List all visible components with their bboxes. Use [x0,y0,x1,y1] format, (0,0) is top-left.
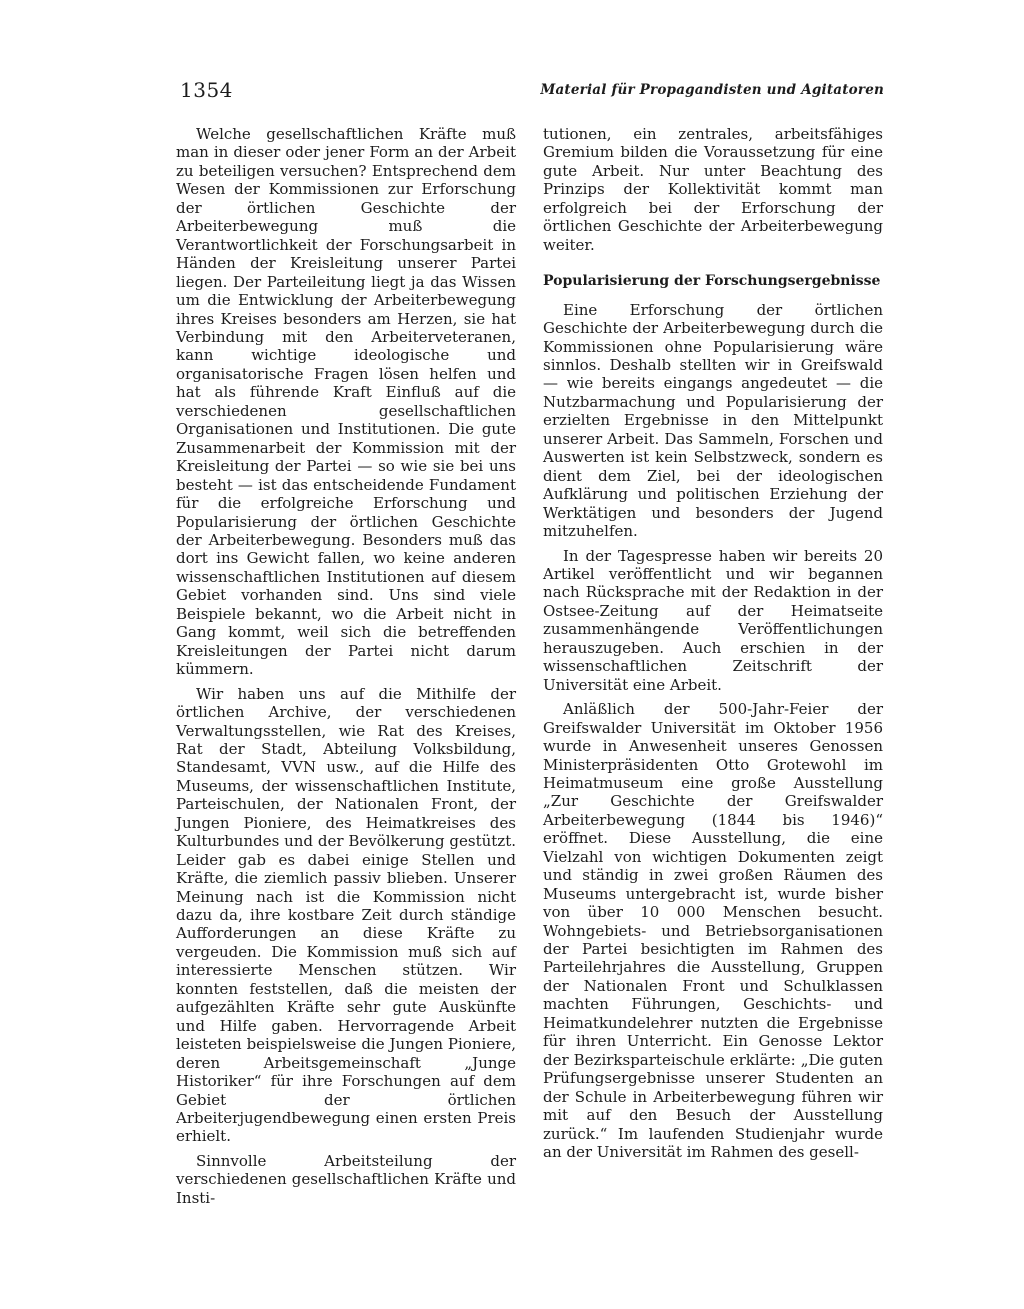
left-column [176,125,516,1213]
paragraph: In der Tagespresse haben wir bereits 20 Artikel veröffentlicht und wir begannen nach Rücksprache mit der Redaktion in der Ostsee-Zeitung auf der Heimatseite zusammenhängende Veröffentlichungen herauszugeben. Auch erschien in der wissenschaftlichen Zeitschrift der Universität eine Arbeit. [543,546,883,694]
right-column [543,125,883,1167]
page-number: 1354 [180,78,233,102]
paragraph: Anläßlich der 500-Jahr-Feier der Greifswalder Universität im Oktober 1956 wurde in Anwesenheit unseres Genossen Ministerpräsidenten Otto Grotewohl im Heimatmuseum eine große Ausstellung „Zur Geschichte der Greifswalder Arbeiterbewegung (1844 bis 1946)“ eröffnet. Diese Ausstellung, die eine Vielzahl von wichtigen Dokumenten zeigt und ständig in zwei großen Räumen des Museums untergebracht ist, wurde bisher von über 10 000 Menschen besucht. Wohngebiets- und Betriebsorganisationen der Partei besichtigten im Rahmen des Parteilehrjahres die Ausstellung, Gruppen der Nationalen Front und Schulklassen machten Führungen, Geschichts- und Heimatkundelehrer nutzten die Ergebnisse für ihren Unterricht. Ein Genosse Lektor der Bezirksparteischule erklärte: „Die guten Prüfungsergebnisse unserer Studenten an der Schule in Arbeiterbewegung führen wir mit auf den Besuch der Ausstellung zurück.“ Im laufenden Studienjahr wurde an der Universität im Rahmen des gesell- [543,700,883,1162]
paragraph: Wir haben uns auf die Mithilfe der örtlichen Archive, der verschiedenen Verwaltungsstellen, wie Rat des Kreises, Rat der Stadt, Abteilung Volksbildung, Standesamt, VVN usw., auf die Hilfe des Museums, der wissenschaftlichen Institute, Parteischulen, der Nationalen Front, der Jungen Pioniere, des Heimatkreises des Kulturbundes und der Bevölkerung gestützt. Leider gab es dabei einige Stellen und Kräfte, die ziemlich passiv blieben. Unserer Meinung nach ist die Kommission nicht dazu da, ihre kostbare Zeit durch ständige Aufforderungen an diese Kräfte zu vergeuden. Die Kommission muß sich auf interessierte Menschen stützen. Wir konnten feststellen, daß die meisten der aufgezählten Kräfte sehr gute Auskünfte und Hilfe gaben. Hervorragende Arbeit leisteten beispielsweise die Jungen Pioniere, deren Arbeitsgemeinschaft „Junge Historiker“ für ihre Forschungen auf dem Gebiet der örtlichen Arbeiterjugendbewegung einen ersten Preis erhielt. [176,684,516,1146]
running-head: Material für Propagandisten und Agitatoren [540,82,884,98]
paragraph: Eine Erforschung der örtlichen Geschichte der Arbeiterbewegung durch die Kommissionen ohne Popularisierung wäre sinnlos. Deshalb stellten wir in Greifswald — wie bereits eingangs angedeutet — die Nutzbarmachung und Popularisierung der erzielten Ergebnisse in den Mittelpunkt unserer Arbeit. Das Sammeln, Forschen und Auswerten ist kein Selbstzweck, sondern es dient dem Ziel, bei der ideologischen Aufklärung und politischen Erziehung der Werktätigen und besonders der Jugend mitzuhelfen. [543,300,883,541]
paragraph: Welche gesellschaftlichen Kräfte muß man in dieser oder jener Form an der Arbeit zu beteiligen versuchen? Entsprechend dem Wesen der Kommissionen zur Erforschung der örtlichen Geschichte der Arbeiterbewegung muß die Verantwortlichkeit der Forschungsarbeit in Händen der Kreisleitung unserer Partei liegen. Der Parteileitung liegt ja das Wissen um die Entwicklung der Arbeiterbewegung ihres Kreises besonders am Herzen, sie hat Verbindung mit den Arbeiterveteranen, kann wichtige ideologische und organisatorische Fragen lösen helfen und hat als führende Kraft Einfluß auf die verschiedenen gesellschaftlichen Organisationen und Institutionen. Die gute Zusammenarbeit der Kommission mit der Kreisleitung der Partei — so wie sie bei uns besteht — ist das entscheidende Fundament für die erfolgreiche Erforschung und Popularisierung der örtlichen Geschichte der Arbeiterbewegung. Besonders muß das dort ins Gewicht fallen, wo keine anderen wissenschaftlichen Institutionen auf diesem Gebiet vorhanden sind. Uns sind viele Beispiele bekannt, wo die Arbeit nicht in Gang kommt, weil sich die betreffenden Kreisleitungen der Partei nicht darum kümmern. [176,125,516,679]
section-heading: Popularisierung der Forschungsergebnisse [543,273,881,290]
paragraph: Sinnvolle Arbeitsteilung der verschiedenen gesellschaftlichen Kräfte und Insti- [176,1151,516,1207]
paragraph-continuation: tutionen, ein zentrales, arbeitsfähiges Gremium bilden die Voraussetzung für eine gute Arbeit. Nur unter Beachtung des Prinzips der Kollektivität kommt man erfolgreich bei der Erforschung der örtlichen Geschichte der Arbeiterbewegung weiter. [543,125,883,254]
